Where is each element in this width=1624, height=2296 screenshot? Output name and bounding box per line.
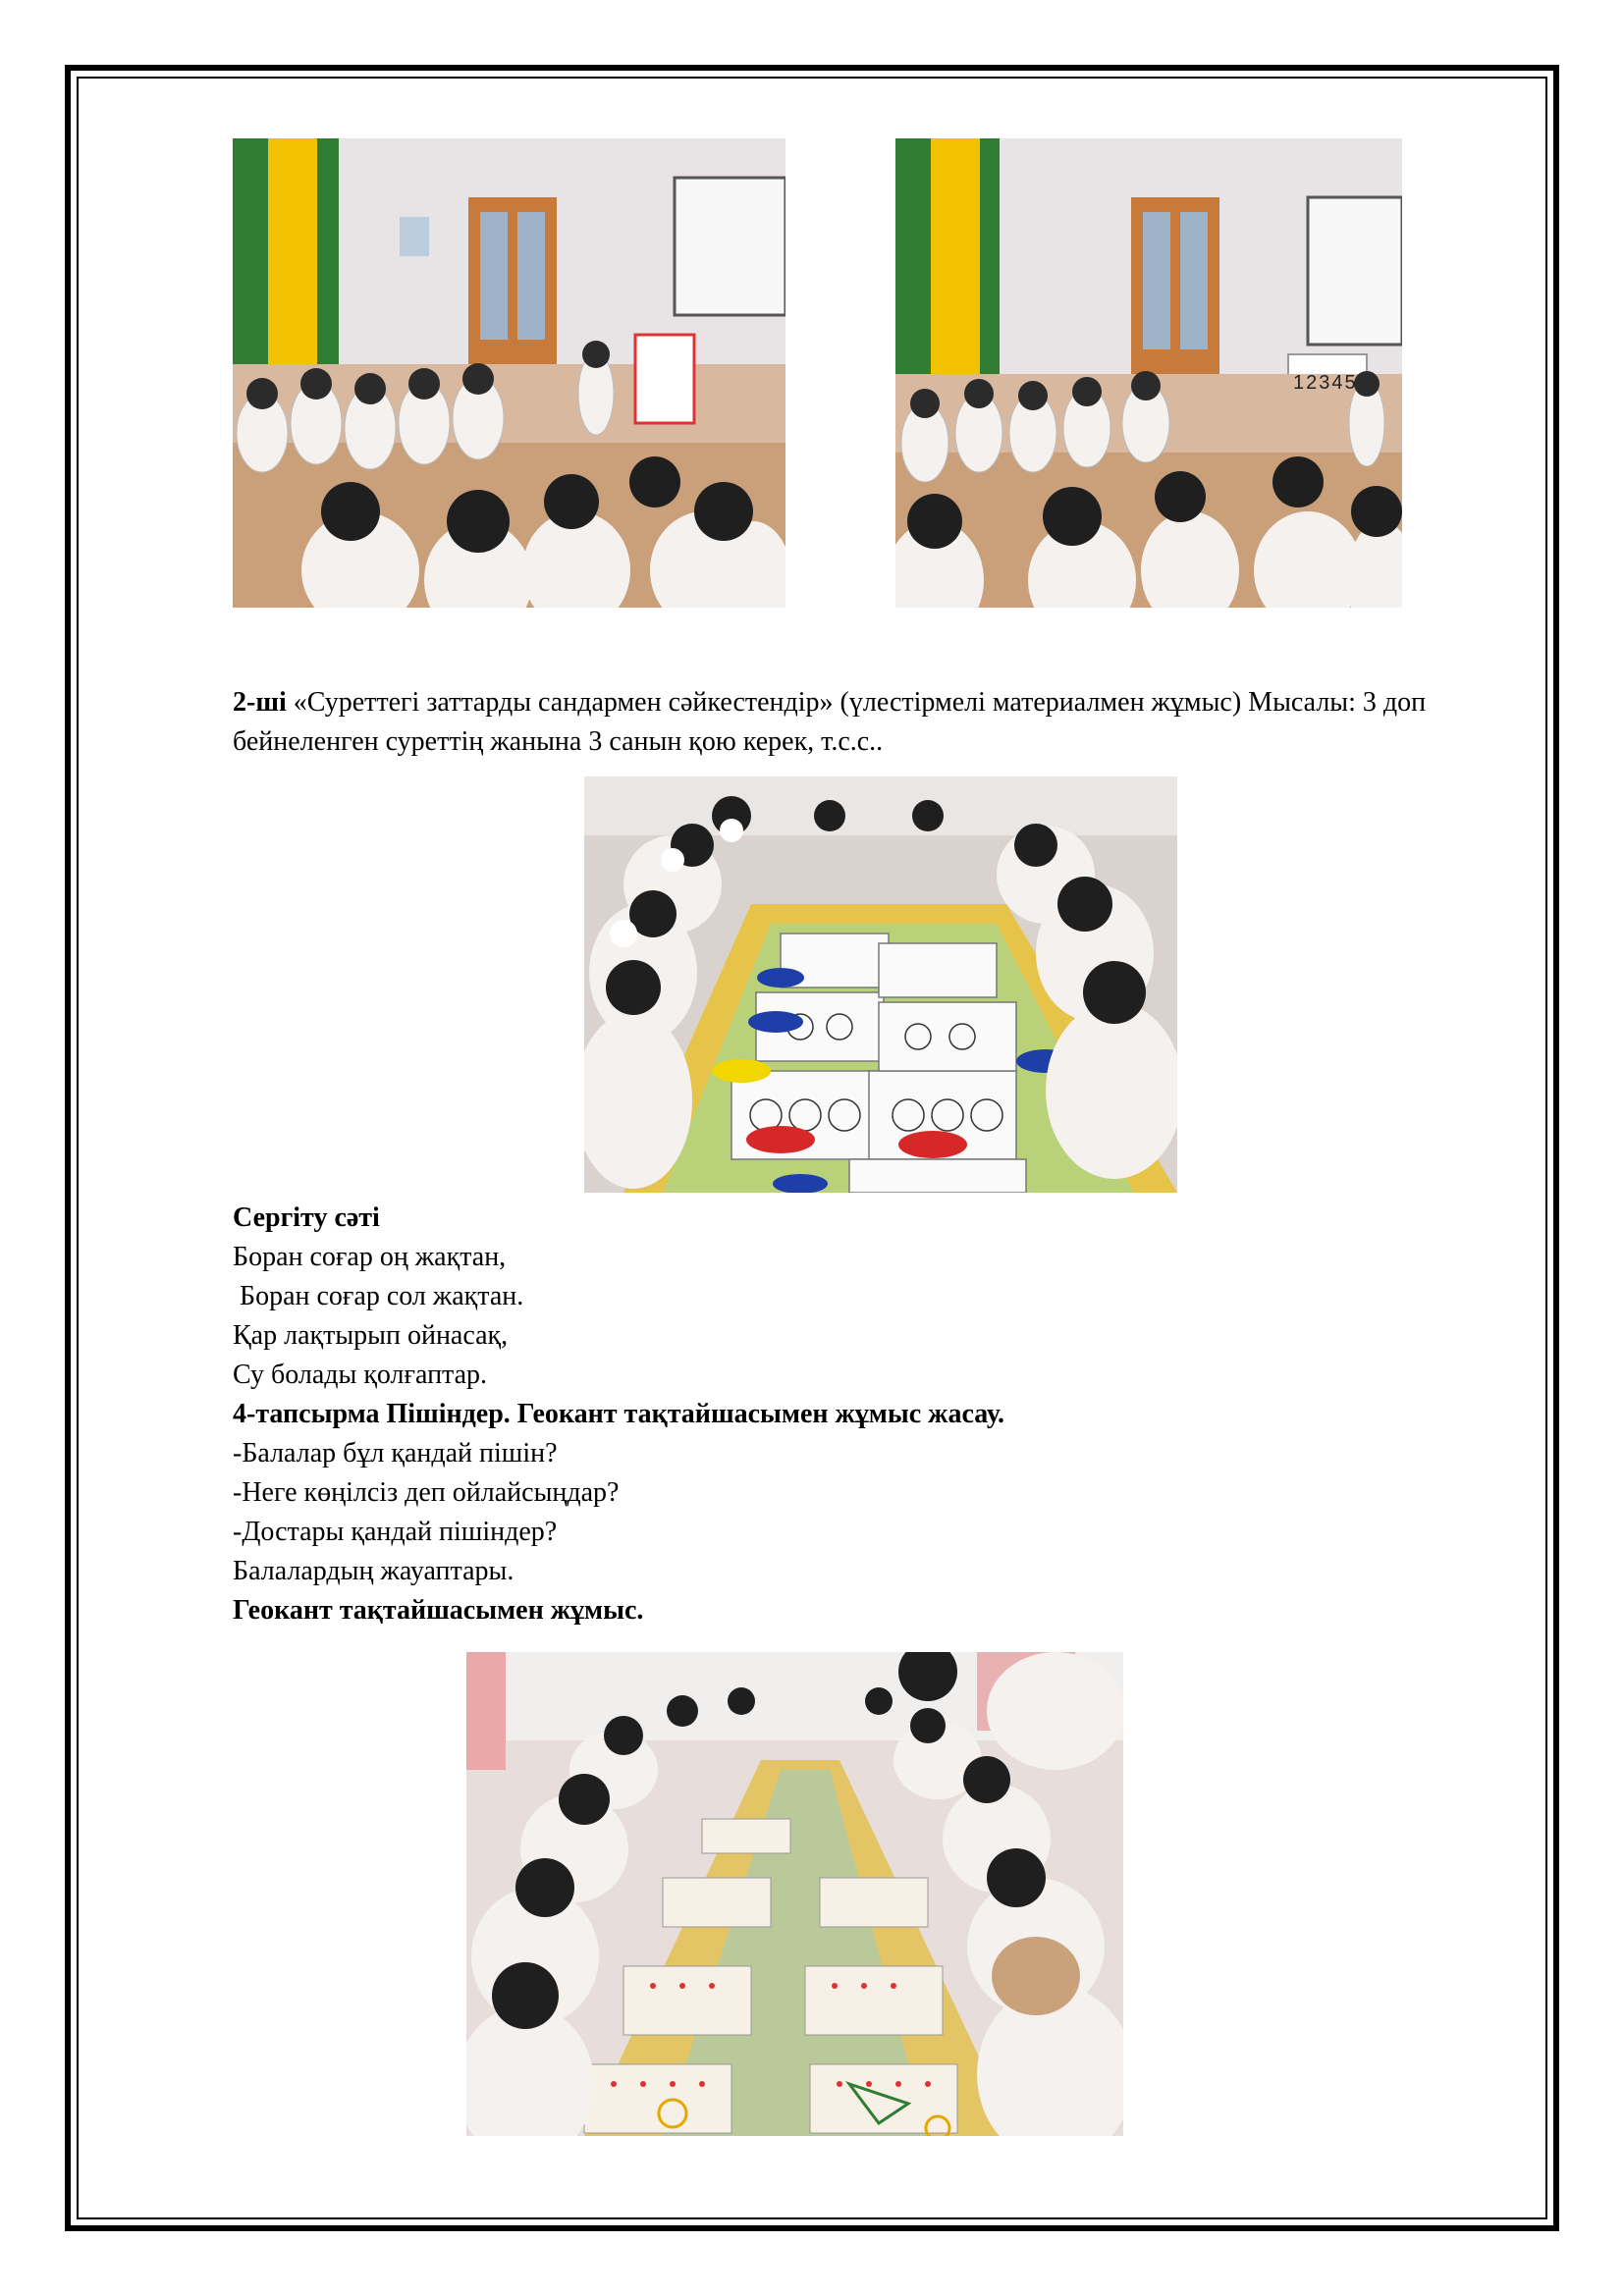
task2-label: 2-ші bbox=[233, 687, 287, 718]
warmup-line-3: Қар лақтырып ойнасақ, bbox=[233, 1320, 509, 1351]
photo-classroom-left bbox=[233, 138, 785, 608]
task4-question-3: -Достары қандай пішіндер? bbox=[233, 1517, 558, 1547]
photo-matching-task bbox=[584, 776, 1177, 1193]
task4-question-2: -Неге көңілсіз деп ойлайсыңдар? bbox=[233, 1477, 620, 1508]
warmup-line-1: Боран соғар оң жақтан, bbox=[233, 1242, 507, 1272]
warmup-title: Сергіту сәті bbox=[233, 1202, 380, 1233]
task4-work-title: Геокант тақтайшасымен жұмыс. bbox=[233, 1595, 644, 1626]
task2-text: «Суреттегі заттарды сандармен сәйкестендір» (үлестірмелі материалмен жұмыс) Мысалы: 3 доп бейнеленген суреттің жанына 3 санын қою керек, т.с.с.. bbox=[233, 687, 1427, 757]
task4-question-1: -Балалар бұл қандай пішін? bbox=[233, 1438, 558, 1468]
photo-geoboard-work bbox=[466, 1652, 1123, 2136]
task2-paragraph bbox=[233, 683, 1489, 762]
warmup-line-4: Су болады қолғаптар. bbox=[233, 1360, 488, 1390]
task4-title: 4-тапсырма Пішіндер. Геокант тақтайшасымен жұмыс жасау. bbox=[233, 1399, 1005, 1429]
board-numbers: 12345 bbox=[1293, 372, 1358, 394]
warmup-line-2: Боран соғар сол жақтан. bbox=[233, 1281, 524, 1311]
task4-answers: Балалардың жауаптары. bbox=[233, 1556, 514, 1586]
photo-classroom-right bbox=[895, 138, 1402, 608]
